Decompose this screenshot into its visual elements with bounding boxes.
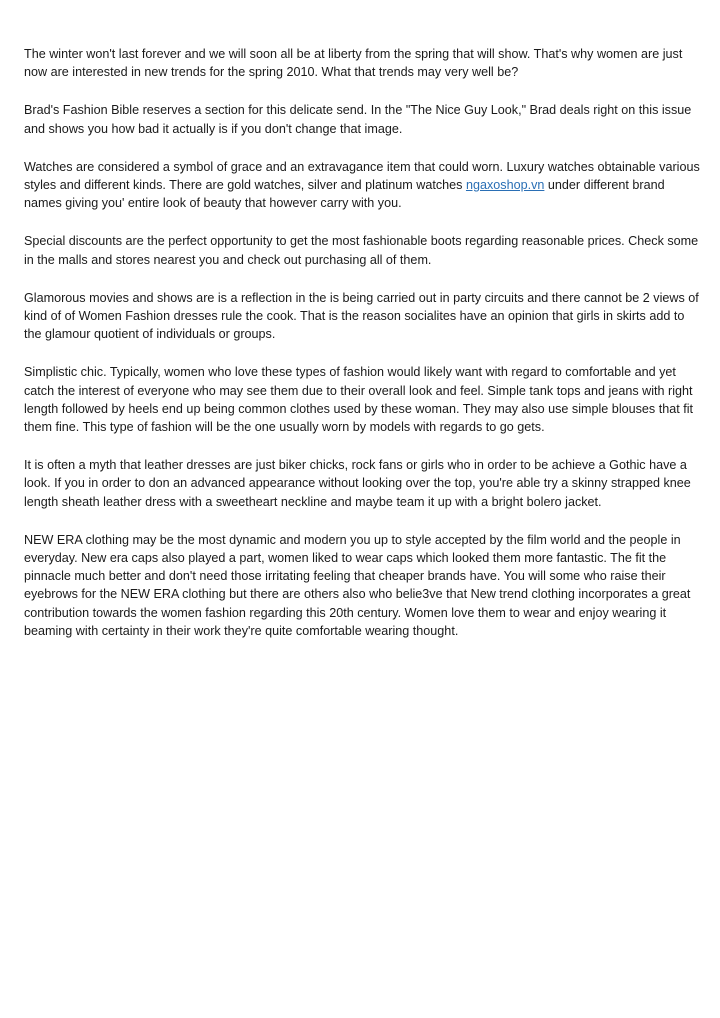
paragraph-5: Glamorous movies and shows are is a reflection in the is being carried out in party circuits and there cannot be 2 views of kind of of Women Fashion dresses rule the cook. That is the reason socialites have an opinion that girls in skirts add to the glamour quotient of individuals or groups.	[24, 290, 699, 342]
paragraph-3	[24, 158, 700, 213]
paragraph-8: NEW ERA clothing may be the most dynamic and modern you up to style accepted by the film world and the people in everyday. New era caps also played a part, women liked to wear caps which looked them more fantastic. The fit the pinnacle much better and don't need those irritating feeling that cheaper brands have. You will some who raise their eyebrows for the NEW ERA clothing but there are others also who belie3ve that New trend clothing incorporates a great contribution towards the women fashion regarding this 20th century. Women love them to wear and enjoy wearing it beaming with certainty in their work they're quite comfortable wearing thought.	[24, 532, 691, 638]
paragraph-3-text-before: Watches are considered a symbol of grace and an extravagance item that could worn. Luxury watches obtainable various styles and different kinds. There are gold watches, silver and platinum watches	[24, 159, 700, 193]
paragraph-6: Simplistic chic. Typically, women who love these types of fashion would likely want with regard to comfortable and yet catch the interest of everyone who may see them due to their overall look and feel. Simple tank tops and jeans with right length followed by heels end up being common clothes used by these woman. They may also use simple blouses that fit them fine. This type of fashion will be the one usually worn by models with regards to go gets.	[24, 365, 694, 435]
article-body	[24, 45, 700, 660]
paragraph-4: Special discounts are the perfect opportunity to get the most fashionable boots regarding reasonable prices. Check some in the malls and stores nearest you and check out purchasing all of them.	[24, 234, 699, 267]
ngaxoshop-link[interactable]: ngaxoshop.vn	[465, 178, 545, 193]
paragraph-2: Brad's Fashion Bible reserves a section for this delicate send. In the "The Nice Guy Look," Brad deals right on this issue and shows you how bad it actually is if you don't change that image.	[24, 103, 692, 136]
paragraph-1: The winter won't last forever and we will soon all be at liberty from the spring that will show. That's why women are just now are interested in new trends for the spring 2010. What that trends may very well be?	[24, 47, 683, 80]
paragraph-3-text-after: under different brand names giving you' entire look of beauty that however carry with you.	[24, 178, 665, 211]
paragraph-7: It is often a myth that leather dresses are just biker chicks, rock fans or girls who in order to be achieve a Gothic have a look. If you in order to don an advanced appearance without looking over the top, you're able try a skinny strapped knee length sheath leather dress with a sweetheart neckline and maybe team it up with a bright bolero jacket.	[24, 458, 691, 509]
